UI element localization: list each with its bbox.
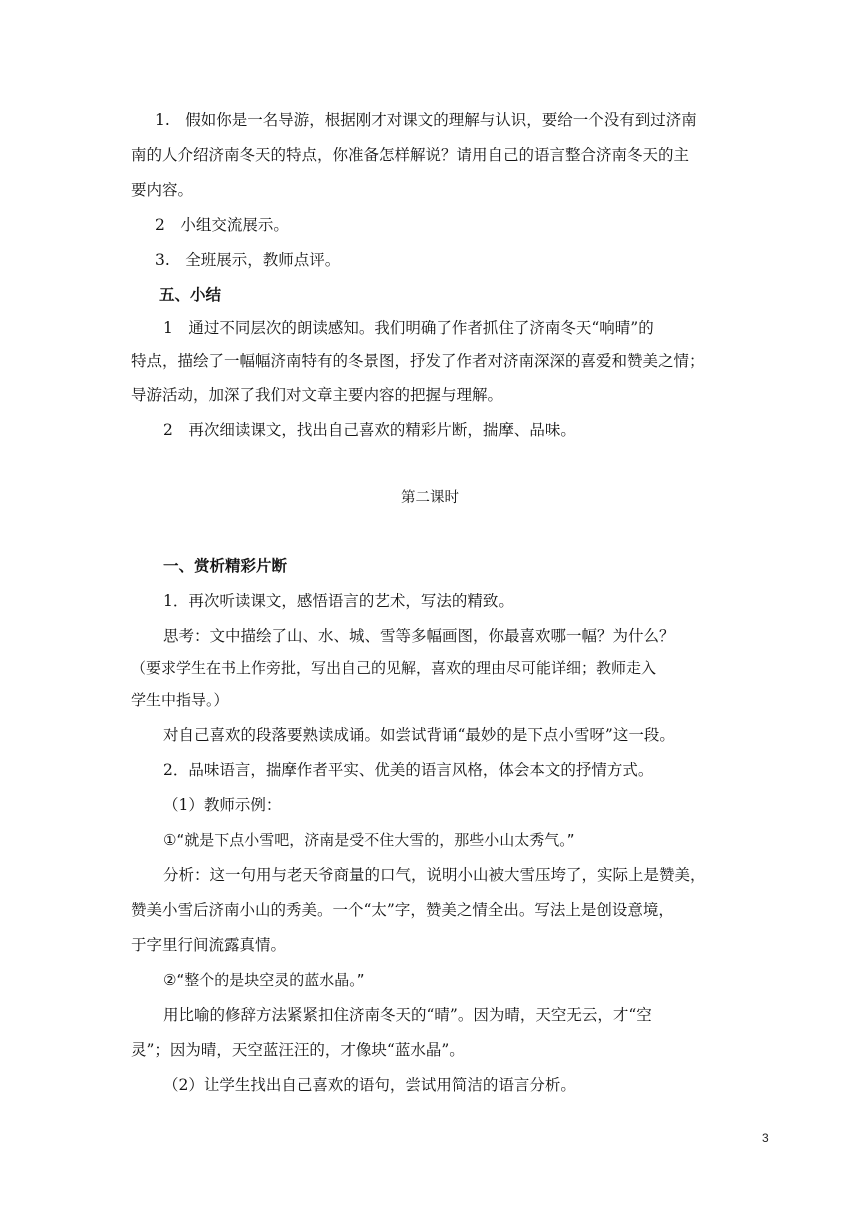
section4-item3: 3. 全班展示，教师点评。 <box>155 251 341 269</box>
section5-item2: 2 再次细读课文，找出自己喜欢的精彩片断，揣摩、品味。 <box>163 421 576 439</box>
lesson2-p3-line1: （要求学生在书上作旁批，写出自己的见解，喜欢的理由尽可能详细；教师走入 <box>131 659 657 677</box>
section4-item1-line1: 1. 假如你是一名导游，根据刚才对课文的理解与认识，要给一个没有到过济南 <box>155 111 697 129</box>
lesson2-p5: 2．品味语言，揣摩作者平实、优美的语言风格，体会本文的抒情方式。 <box>163 761 654 779</box>
lesson2-analysis-line1: 分析：这一句用与老天爷商量的口气，说明小山被大雪压垮了，实际上是赞美， <box>163 866 706 884</box>
lesson2-quote1: ①“就是下点小雪吧，济南是受不住大雪的，那些小山太秀气。” <box>163 831 575 849</box>
lesson2-analysis-line2: 赞美小雪后济南小山的秀美。一个“太”字，赞美之情全出。写法上是创设意境， <box>131 901 674 919</box>
section5-item1-line2: 特点，描绘了一幅幅济南特有的冬景图，抒发了作者对济南深深的喜爱和赞美之情； <box>131 352 705 370</box>
lesson2-p3-line2: 学生中指导。） <box>131 691 229 709</box>
lesson2-p1: 1．再次听读课文，感悟语言的艺术，写法的精致。 <box>163 592 514 610</box>
lesson2-p4: 对自己喜欢的段落要熟读成诵。如尝试背诵“最妙的是下点小雪呀”这一段。 <box>163 726 675 744</box>
section4-item1-line2: 南的人介绍济南冬天的特点，你准备怎样解说？请用自己的语言整合济南冬天的主 <box>131 146 690 164</box>
lesson2-quote2: ②“整个的是块空灵的蓝水晶。” <box>163 971 365 989</box>
section5-heading: 五、小结 <box>159 285 222 304</box>
lesson2-p7-line2: 灵”；因为晴，天空蓝汪汪的，才像块“蓝水晶”。 <box>131 1041 465 1059</box>
section5-item1-line1: 1 通过不同层次的朗读感知。我们明确了作者抓住了济南冬天“响晴”的 <box>163 319 654 337</box>
lesson2-title: 第二课时 <box>401 490 459 506</box>
section4-item1-line3: 要内容。 <box>131 181 194 199</box>
lesson2-p8: （2）让学生找出自己喜欢的语句，尝试用简洁的语言分析。 <box>163 1076 576 1094</box>
section4-item2: 2 小组交流展示。 <box>155 216 289 234</box>
lesson2-heading1: 一、赏析精彩片断 <box>163 556 288 575</box>
section5-item1-line3: 导游活动，加深了我们对文章主要内容的把握与理解。 <box>131 386 504 404</box>
lesson2-analysis-line3: 于字里行间流露真情。 <box>131 936 287 954</box>
lesson2-p2: 思考：文中描绘了山、水、城、雪等多幅画图，你最喜欢哪一幅？为什么？ <box>163 627 675 645</box>
lesson2-p6: （1）教师示例： <box>163 796 282 814</box>
lesson2-p7-line1: 用比喻的修辞方法紧紧扣住济南冬天的“晴”。因为晴，天空无云，才“空 <box>163 1006 652 1024</box>
page-number: 3 <box>762 1131 769 1145</box>
